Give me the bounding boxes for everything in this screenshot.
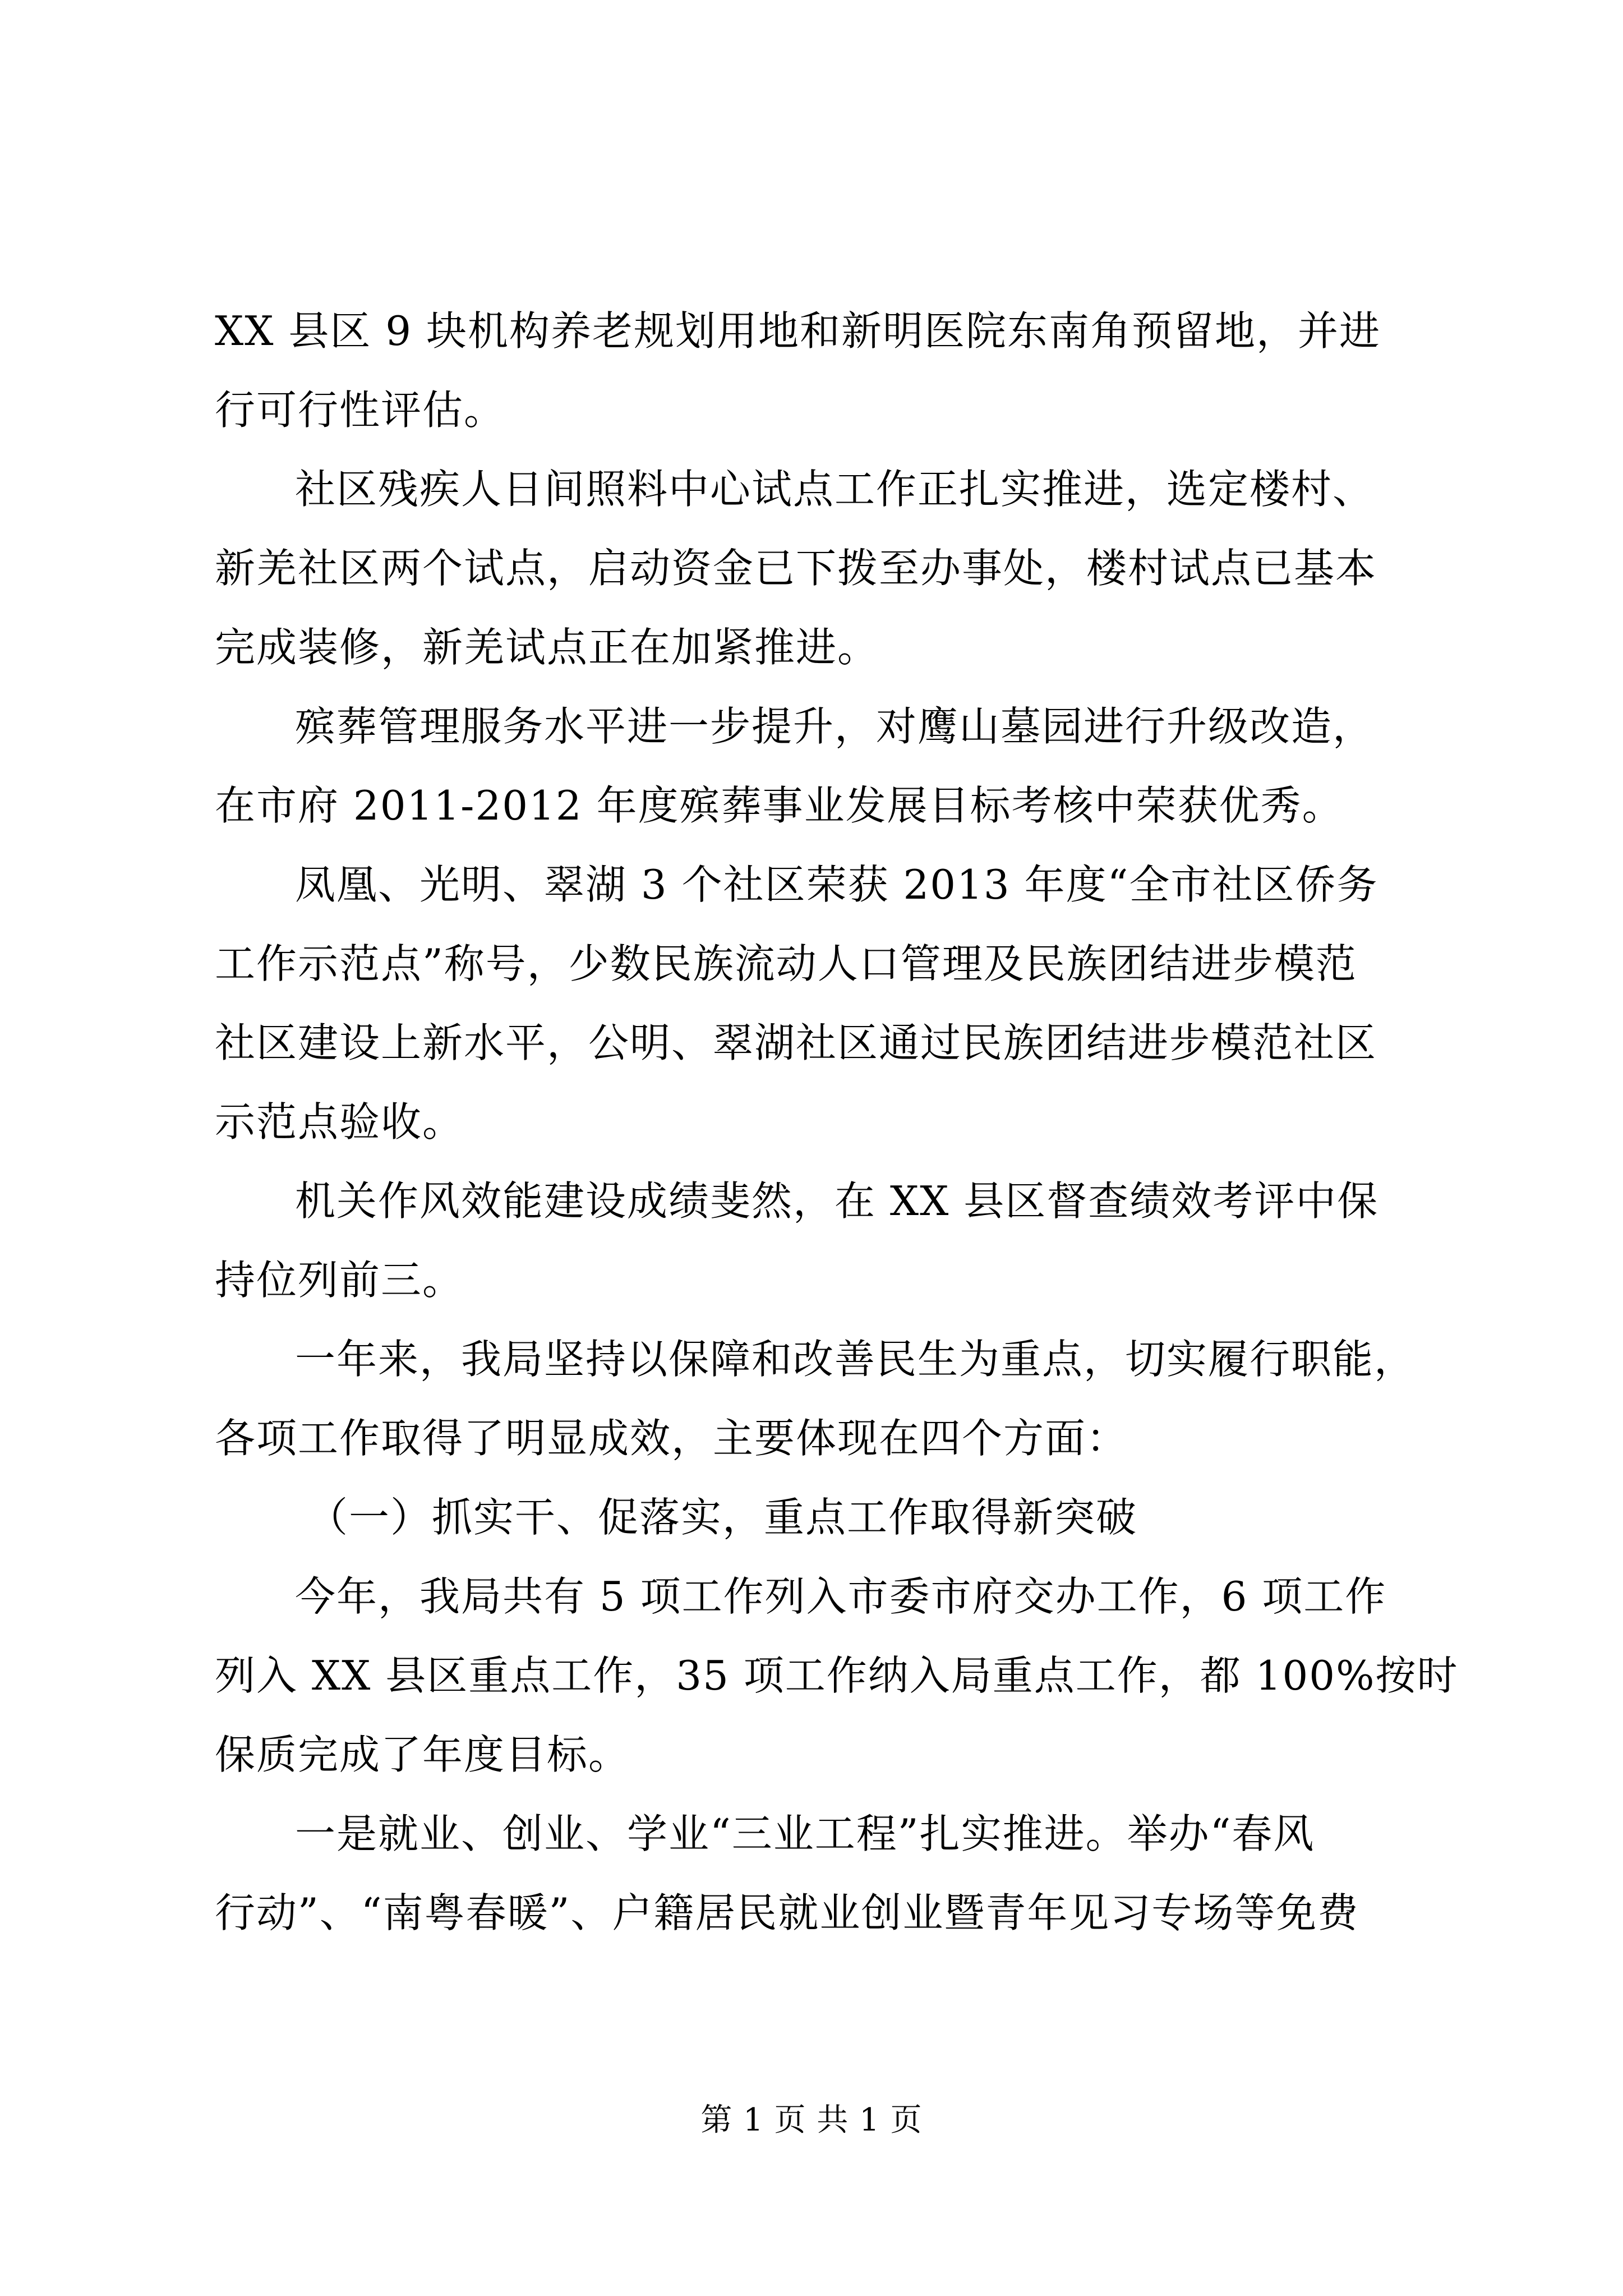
page-number-label: 第 1 页 共 1 页 <box>700 2102 923 2138</box>
text-line: 殡葬管理服务水平进一步提升，对鹰山墓园进行升级改造， <box>295 703 1375 750</box>
text-line: 持位列前三。 <box>215 1257 464 1304</box>
text-line: 完成装修，新羌试点正在加紧推进。 <box>215 624 879 671</box>
text-line: XX 县区 9 块机构养老规划用地和新明医院东南角预留地，并进 <box>215 307 1381 355</box>
document-body <box>215 292 1459 1953</box>
text-line: 工作示范点”称号，少数民族流动人口管理及民族团结进步模范 <box>215 940 1357 987</box>
text-line: 行动”、“南粤春暖”、户籍居民就业创业暨青年见习专场等免费 <box>215 1889 1359 1936</box>
text-line: 社区建设上新水平，公明、翠湖社区通过民族团结进步模范社区 <box>215 1019 1377 1066</box>
page-footer <box>0 2101 1623 2140</box>
text-line: 机关作风效能建设成绩斐然，在 XX 县区督查绩效考评中保 <box>295 1177 1379 1225</box>
text-line: 新羌社区两个试点，启动资金已下拨至办事处，楼村试点已基本 <box>215 545 1377 592</box>
text-line: 示范点验收。 <box>215 1098 464 1145</box>
text-line: 社区残疾人日间照料中心试点工作正扎实推进，选定楼村、 <box>295 466 1375 513</box>
text-line: 凤凰、光明、翠湖 3 个社区荣获 2013 年度“全市社区侨务 <box>295 861 1378 908</box>
section-heading: （一）抓实干、促落实，重点工作取得新突破 <box>307 1494 1138 1541</box>
text-line: 一年来，我局坚持以保障和改善民生为重点，切实履行职能， <box>295 1336 1416 1383</box>
text-line: 保质完成了年度目标。 <box>215 1731 630 1778</box>
text-line: 今年，我局共有 5 项工作列入市委市府交办工作，6 项工作 <box>295 1573 1387 1620</box>
text-line: 行可行性评估。 <box>215 386 506 434</box>
text-line: 各项工作取得了明显成效，主要体现在四个方面： <box>215 1415 1128 1462</box>
text-line: 在市府 2011-2012 年度殡葬事业发展目标考核中荣获优秀。 <box>215 782 1344 829</box>
text-line: 一是就业、创业、学业“三业工程”扎实推进。举办“春风 <box>295 1810 1315 1857</box>
text-line: 列入 XX 县区重点工作，35 项工作纳入局重点工作，都 100%按时 <box>215 1652 1459 1699</box>
